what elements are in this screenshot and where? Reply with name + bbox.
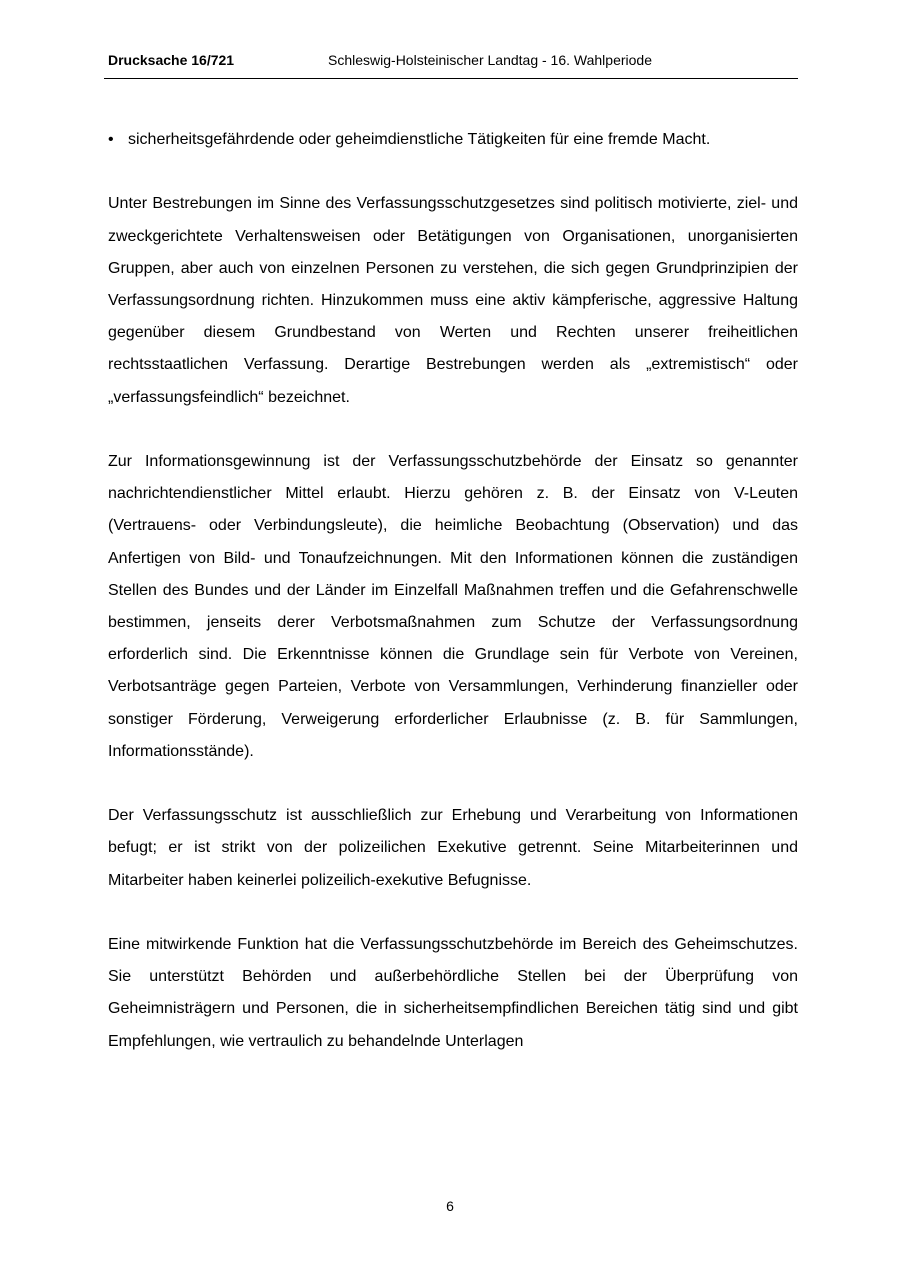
bullet-icon: • bbox=[108, 131, 114, 148]
paragraph-bestrebungen: Unter Bestrebungen im Sinne des Verfassungsschutzgesetzes sind politisch motivierte, ziel- und zweckgerichtete Verhaltensweisen oder Betätigungen von Organisationen, unorganisierten Gruppen, aber auch von einzelnen Personen zu verstehen, die sich gegen Grundprinzipien der Verfassungsordnung richten. Hinzukommen muss eine aktiv kämpferische, aggressive Haltung gegenüber diesem Grundbestand von Werten und Rechten unserer freiheitlichen rechtsstaatlichen Verfassung. Derartige Bestrebungen werden als „extremistisch“ oder „verfassungsfeindlich“ bezeichnet. bbox=[108, 195, 798, 406]
header-title: Schleswig-Holsteinischer Landtag - 16. Wahlperiode bbox=[328, 52, 652, 68]
bullet-list bbox=[108, 124, 798, 156]
document-number: Drucksache 16/721 bbox=[108, 52, 235, 68]
list-item-text: sicherheitsgefährdende oder geheimdienstliche Tätigkeiten für eine fremde Macht. bbox=[128, 131, 711, 148]
paragraph-geheimschutz: Eine mitwirkende Funktion hat die Verfassungsschutzbehörde im Bereich des Geheimschutzes. Sie unterstützt Behörden und außerbehördliche Stellen bei der Überprüfung von Geheimnisträgern und Personen, die in sicherheitsempfindlichen Bereichen tätig sind und gibt Empfehlungen, wie vertraulich zu behandelnde Unterlagen bbox=[108, 936, 798, 1050]
page-number: 6 bbox=[446, 1198, 454, 1214]
paragraph-informationsgewinnung: Zur Informationsgewinnung ist der Verfassungsschutzbehörde der Einsatz so genannter nachrichtendienstlicher Mittel erlaubt. Hierzu gehören z. B. der Einsatz von V-Leuten (Vertrauens- oder Verbindungsleute), die heimliche Beobachtung (Observation) und das Anfertigen von Bild- und Tonaufzeichnungen. Mit den Informationen können die zuständigen Stellen des Bundes und der Länder im Einzelfall Maßnahmen treffen und die Gefahrenschwelle bestimmen, jenseits derer Verbotsmaßnahmen zum Schutze der Verfassungsordnung erforderlich sind. Die Erkenntnisse können die Grundlage sein für Verbote von Vereinen, Verbotsanträge gegen Parteien, Verbote von Versammlungen, Verhinderung finanzieller oder sonstiger Förderung, Verweigerung erforderlicher Erlaubnisse (z. B. für Sammlungen, Informationsstände). bbox=[108, 453, 798, 760]
page-header bbox=[104, 52, 798, 79]
page-body bbox=[108, 124, 798, 1090]
paragraph-befugnisse: Der Verfassungsschutz ist ausschließlich zur Erhebung und Verarbeitung von Informationen befugt; er ist strikt von der polizeilichen Exekutive getrennt. Seine Mitarbeiterinnen und Mitarbeiter haben keinerlei polizeilich-exekutive Befugnisse. bbox=[108, 807, 798, 889]
list-item bbox=[108, 124, 798, 156]
